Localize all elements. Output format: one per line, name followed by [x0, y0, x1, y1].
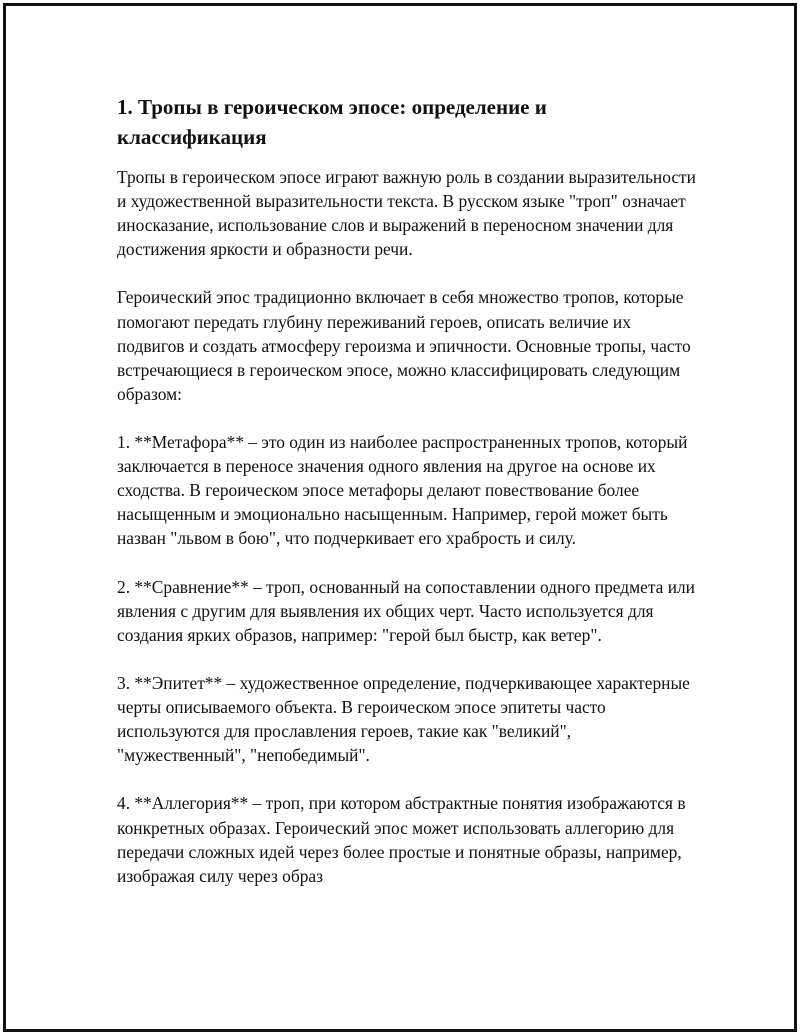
paragraph-metaphor: 1. **Метафора** – это один из наиболее распространенных тропов, который заключается в переносе значения одного явления на другое на основе их сходства. В героическом эпосе метафоры делают повествование более насыщенным и эмоционально насыщенным. Например, герой может быть назван "львом в бою", что подчеркивает его храбрость и силу.	[117, 432, 688, 549]
paragraph-intro: Тропы в героическом эпосе играют важную роль в создании выразительности и художественной выразительности текста. В русском языке "троп" означает иносказание, использование слов и выражений в переносном значении для достижения яркости и образности речи.	[117, 167, 696, 260]
paragraph-epithet: 3. **Эпитет** – художественное определение, подчеркивающее характерные черты описываемого объекта. В героическом эпосе эпитеты часто используются для прославления героев, такие как "великий", "мужественный", "непобедимый".	[117, 672, 690, 766]
document-body	[117, 92, 697, 912]
paragraph-overview: Героический эпос традиционно включает в себя множество тропов, которые помогают передать глубину переживаний героев, описать величие их подвигов и создать атмосферу героизма и эпичности. Основные тропы, часто встречающиеся в героическом эпосе, можно классифицировать следующим образом:	[117, 287, 691, 404]
paragraph-comparison: 2. **Сравнение** – троп, основанный на сопоставлении одного предмета или явления с другим для выявления их общих черт. Часто используется для создания ярких образов, например: "герой был быстр, как ветер".	[117, 576, 695, 645]
paragraph-allegory: 4. **Аллегория** – троп, при котором абстрактные понятия изображаются в конкретных образах. Героический эпос может использовать аллегорию для передачи сложных идей через более простые и понятные образы, например, изображая силу через образ	[117, 793, 686, 886]
section-heading: 1. Тропы в героическом эпосе: определение и классификация	[117, 95, 547, 149]
